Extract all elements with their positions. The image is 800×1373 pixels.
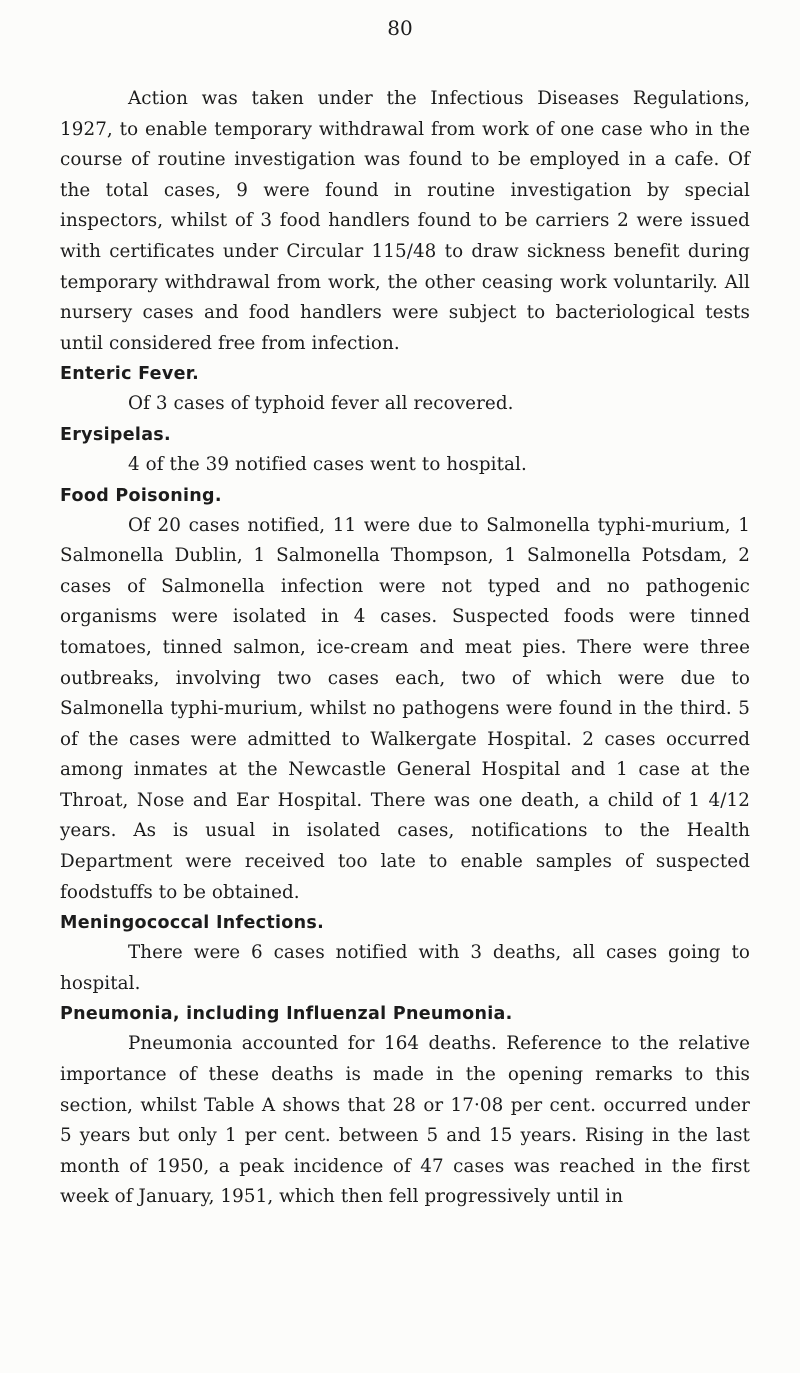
paragraph-erysipelas: 4 of the 39 notified cases went to hospital. <box>128 453 527 475</box>
intro-paragraph: Action was taken under the Infectious Diseases Regulations, 1927, to enable temporary withdrawal from work of one case who in the course of routine investigation was found to be employed in a cafe. Of the total cases, 9 were found in routine investigation by special inspectors, whilst of 3 food handlers found to be carriers 2 were issued with certificates under Circular 115/48 to draw sickness benefit during temporary withdrawal from work, the other ceasing work voluntarily. All nursery cases and food handlers were subject to bacteriological tests until considered free from infection. <box>60 88 750 354</box>
page-content <box>60 84 750 1213</box>
page-number: 80 <box>387 16 413 40</box>
heading-erysipelas: Erysipelas. <box>60 424 171 445</box>
heading-food-poisoning: Food Poisoning. <box>60 485 222 506</box>
paragraph-food-poisoning: Of 20 cases notified, 11 were due to Salmonella typhi-murium, 1 Salmonella Dublin, 1 Salmonella Thompson, 1 Salmonella Potsdam, 2 cases of Salmonella infection were not typed and no pathogenic organisms were isolated in 4 cases. Suspected foods were tinned tomatoes, tinned salmon, ice-cream and meat pies. There were three outbreaks, involving two cases each, two of which were due to Salmonella typhi-murium, whilst no pathogens were found in the third. 5 of the cases were admitted to Walkergate Hospital. 2 cases occurred among inmates at the Newcastle General Hospital and 1 case at the Throat, Nose and Ear Hospital. There was one death, a child of 1 4/12 years. As is usual in isolated cases, notifications to the Health Department were received too late to enable samples of suspected foodstuffs to be obtained. <box>60 514 750 903</box>
heading-meningococcal-infections: Meningococcal Infections. <box>60 913 325 934</box>
paragraph-meningococcal-infections: There were 6 cases notified with 3 deaths, all cases going to hospital. <box>60 942 750 994</box>
heading-pneumonia: Pneumonia, including Influenzal Pneumonia. <box>60 1004 513 1025</box>
paragraph-pneumonia: Pneumonia accounted for 164 deaths. Reference to the relative importance of these deaths is made in the opening remarks to this section, whilst Table A shows that 28 or 17·08 per cent. occurred under 5 years but only 1 per cent. between 5 and 15 years. Rising in the last month of 1950, a peak incidence of 47 cases was reached in the first week of January, 1951, which then fell progressively until in <box>60 1033 750 1208</box>
heading-enteric-fever: Enteric Fever. <box>60 364 200 385</box>
paragraph-enteric-fever: Of 3 cases of typhoid fever all recovered. <box>128 393 514 415</box>
